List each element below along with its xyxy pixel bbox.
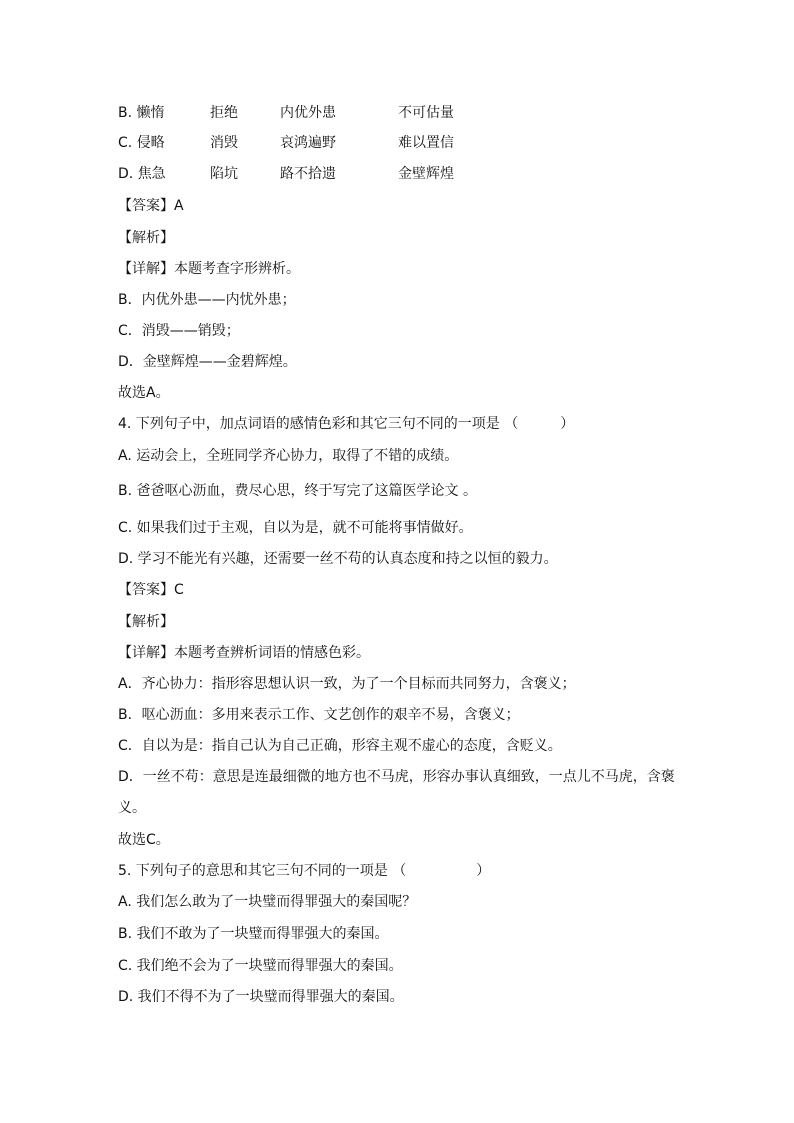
- option-word: 焦急: [137, 166, 166, 182]
- option-word: 内优外患: [280, 105, 336, 121]
- q4-option-a: A. 运动会上，全班同学齐心协力，取得了不错的成绩。: [118, 448, 459, 464]
- option-word: 金壁辉煌: [398, 166, 454, 182]
- q4-answer: 【答案】C: [118, 582, 184, 598]
- q3-option-c: [118, 133, 498, 153]
- q4-detail-line: D．一丝不苟：意思是连最细微的地方也不马虎，形容办事认真细致，一点儿不马虎，含褒: [118, 769, 675, 785]
- q4-detail-line: 义。: [118, 800, 146, 816]
- q3-answer: 【答案】A: [118, 198, 184, 214]
- q4-option-c: C. 如果我们过于主观，自以为是，就不可能将事情做好。: [118, 520, 473, 536]
- option-word: 难以置信: [398, 135, 454, 151]
- option-letter: C.: [118, 135, 133, 151]
- option-letter: D.: [118, 166, 134, 182]
- option-word: 消毁: [210, 135, 238, 151]
- q5-option-b: B. 我们不敢为了一块璧而得罪强大的秦国。: [118, 926, 389, 942]
- q5-option-d: D. 我们不得不为了一块璧而得罪强大的秦国。: [118, 989, 404, 1005]
- q5-option-a: A. 我们怎么敢为了一块璧而得罪强大的秦国呢？: [118, 894, 417, 910]
- q4-detail-intro: 【详解】本题考查辨析词语的情感色彩。: [118, 645, 370, 661]
- q4-detail-line: B．呕心沥血：多用来表示工作、文艺创作的艰辛不易，含褒义；: [118, 707, 520, 723]
- q5-option-c: C. 我们绝不会为了一块璧而得罪强大的秦国。: [118, 958, 403, 974]
- option-word: 懒惰: [136, 105, 165, 121]
- q4-option-b: B. 爸爸呕心沥血，费尽心思，终于写完了这篇医学论文 。: [118, 483, 477, 499]
- q3-option-b: [118, 103, 498, 123]
- q4-stem: 4. 下列句子中，加点词语的感情色彩和其它三句不同的一项是 （ ）: [118, 416, 575, 432]
- option-letter: B.: [118, 105, 133, 121]
- option-word: 路不拾遗: [280, 166, 336, 182]
- option-word: 陷坑: [210, 166, 238, 182]
- q3-option-d: [118, 164, 498, 184]
- q4-option-d: D. 学习不能光有兴趣，还需要一丝不苟的认真态度和持之以恒的毅力。: [118, 551, 558, 567]
- q4-analysis-heading: 【解析】: [118, 614, 174, 630]
- option-word: 侵略: [136, 135, 165, 151]
- q3-detail-line: C．消毁——销毁；: [118, 323, 240, 339]
- q5-stem: 5. 下列句子的意思和其它三句不同的一项是 （ ）: [118, 863, 491, 879]
- q4-detail-line: C．自以为是：指自己认为自己正确，形容主观不虚心的态度，含贬义。: [118, 738, 562, 754]
- q3-detail-intro: 【详解】本题考查字形辨析。: [118, 261, 300, 277]
- q3-detail-line: D．金壁辉煌——金碧辉煌。: [118, 354, 297, 370]
- q3-detail-line: B．内优外患——内忧外患；: [118, 292, 296, 308]
- option-word: 哀鸿遍野: [280, 135, 336, 151]
- q4-detail-line: A．齐心协力：指形容思想认识一致，为了一个目标而共同努力，含褒义；: [118, 676, 576, 692]
- q3-conclusion: 故选A。: [118, 385, 170, 401]
- option-word: 拒绝: [210, 105, 238, 121]
- option-word: 不可估量: [398, 105, 454, 121]
- q3-analysis-heading: 【解析】: [118, 230, 174, 246]
- q4-conclusion: 故选C。: [118, 832, 170, 848]
